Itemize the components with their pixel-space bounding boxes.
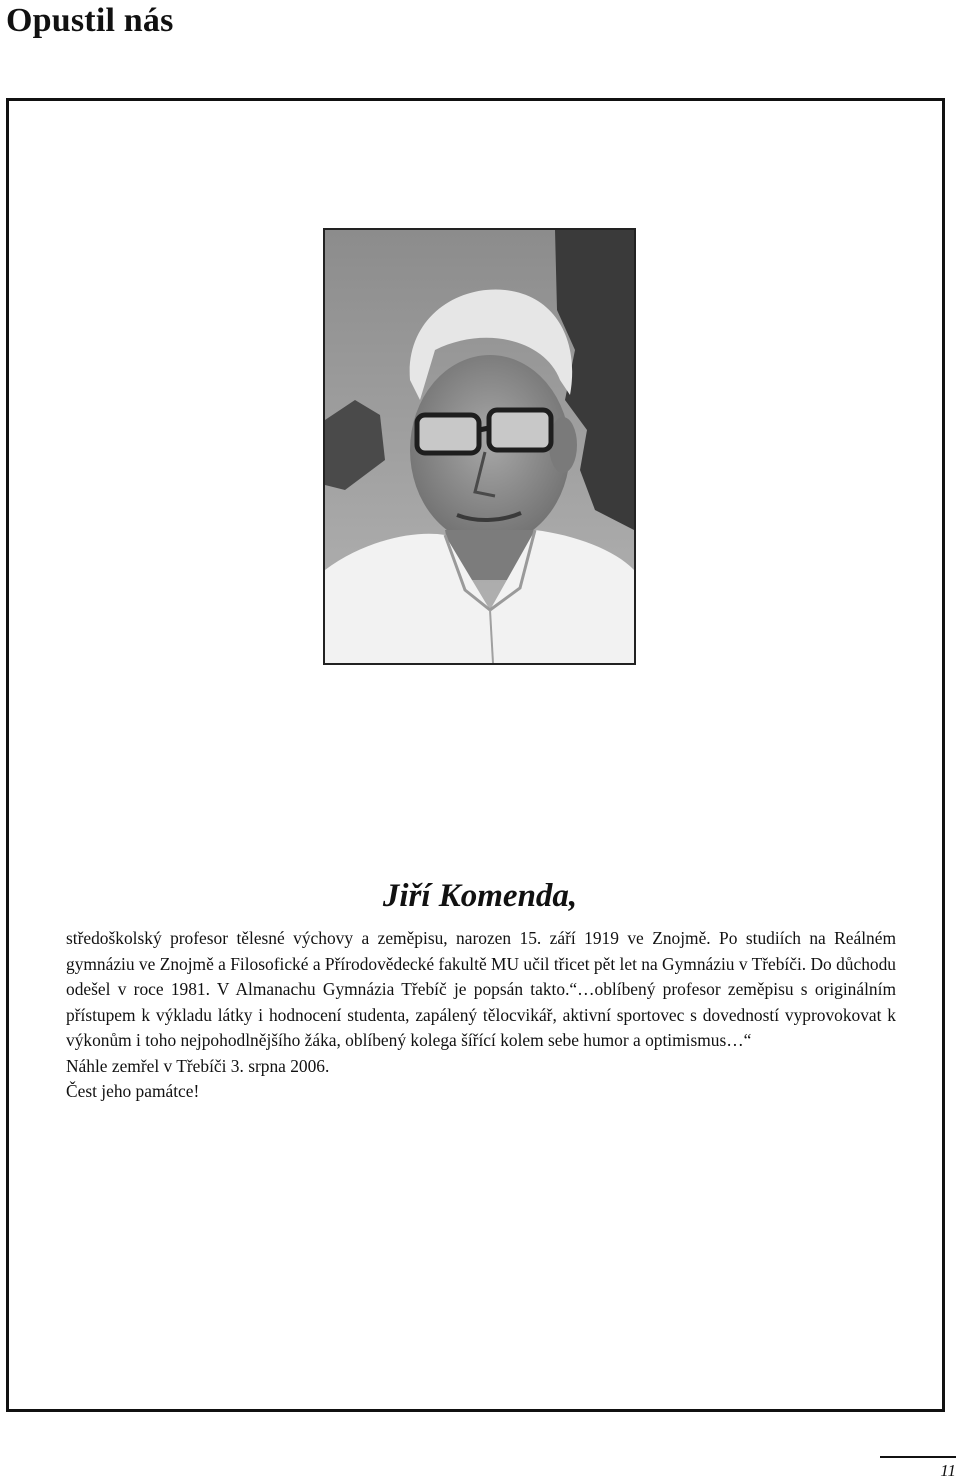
biography-paragraph: středoškolský profesor tělesné výchovy a zeměpisu, narozen 15. září 1919 ve Znojmě. Po studiích na Reálném gymnáziu ve Znojmě a Filosofické a Přírodovědecké fakultě MU učil třicet pět let na Gymnáziu v Třebíči. Do důchodu odešel v roce 1981. V Almanachu Gymnázia Třebíč je popsán takto.“…oblíbený profesor zeměpisu s originálním přístupem k výkladu látky i hodnocení studenta, zapálený tělocvikář, aktivní sportovec s dovedností vyprovokovat k výkonům i toho nejpohodlnějšího žáka, oblíbený kolega šířící kolem sebe humor a optimismus…“	[66, 928, 896, 1050]
portrait-photo	[323, 228, 636, 665]
footer-rule	[880, 1456, 956, 1458]
page-title: Opustil nás	[6, 2, 174, 39]
farewell-line: Čest jeho památce!	[66, 1081, 200, 1101]
page-number: 11	[940, 1461, 956, 1480]
person-name: Jiří Komenda,	[382, 878, 578, 914]
death-notice: Náhle zemřel v Třebíči 3. srpna 2006.	[66, 1055, 330, 1076]
obituary-text	[66, 926, 896, 1105]
